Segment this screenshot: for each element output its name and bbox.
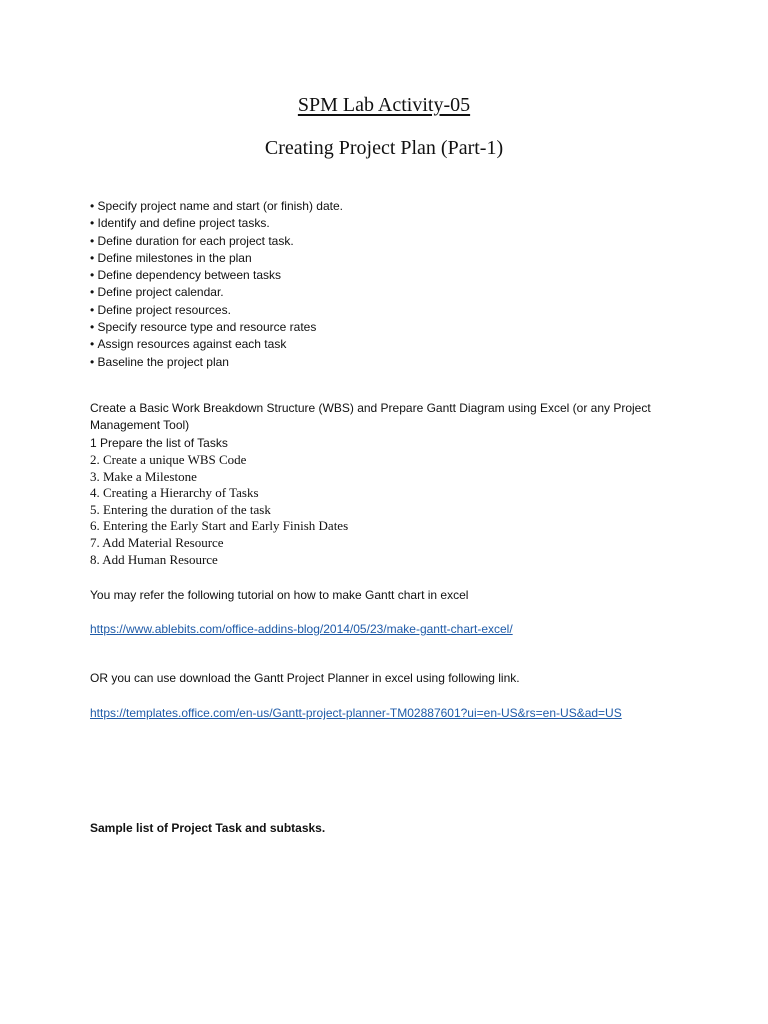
step-item: 1 Prepare the list of Tasks bbox=[90, 436, 228, 450]
bullet-item: • Assign resources against each task bbox=[90, 336, 343, 353]
step-item: 3. Make a Milestone bbox=[90, 468, 197, 484]
bullet-item: • Identify and define project tasks. bbox=[90, 215, 343, 232]
bullet-item: • Define duration for each project task. bbox=[90, 233, 343, 250]
sample-heading: Sample list of Project Task and subtasks. bbox=[90, 821, 326, 835]
steps-list bbox=[90, 452, 348, 568]
bullet-item: • Define project resources. bbox=[90, 302, 343, 319]
tutorial-text: You may refer the following tutorial on how to make Gantt chart in excel bbox=[90, 588, 469, 602]
download-link[interactable]: https://templates.office.com/en-us/Gantt-project-planner-TM02887601?ui=en-US&rs=en-US&ad=US bbox=[90, 706, 622, 720]
step-item: 7. Add Material Resource bbox=[90, 534, 224, 550]
bullet-item: • Specify resource type and resource rates bbox=[90, 319, 343, 336]
wbs-intro-paragraph: Create a Basic Work Breakdown Structure (WBS) and Prepare Gantt Diagram using Excel (or any Project Management Tool) bbox=[90, 401, 651, 432]
task-bullet-list bbox=[90, 198, 343, 371]
step-item: 8. Add Human Resource bbox=[90, 551, 218, 567]
tutorial-link[interactable]: https://www.ablebits.com/office-addins-blog/2014/05/23/make-gantt-chart-excel/ bbox=[90, 622, 513, 636]
step-item: 6. Entering the Early Start and Early Finish Dates bbox=[90, 518, 349, 534]
bullet-item: • Define dependency between tasks bbox=[90, 267, 343, 284]
step-item: 5. Entering the duration of the task bbox=[90, 501, 271, 517]
bullet-item: • Specify project name and start (or finish) date. bbox=[90, 198, 343, 215]
document-subtitle: Creating Project Plan (Part-1) bbox=[264, 137, 504, 159]
step-item: 2. Create a unique WBS Code bbox=[90, 452, 247, 467]
document-title: SPM Lab Activity-05 bbox=[297, 94, 471, 116]
bullet-item: • Baseline the project plan bbox=[90, 354, 343, 371]
bullet-item: • Define project calendar. bbox=[90, 284, 343, 301]
step-item: 4. Creating a Hierarchy of Tasks bbox=[90, 485, 259, 501]
bullet-item: • Define milestones in the plan bbox=[90, 250, 343, 267]
download-text: OR you can use download the Gantt Project Planner in excel using following link. bbox=[90, 671, 520, 685]
